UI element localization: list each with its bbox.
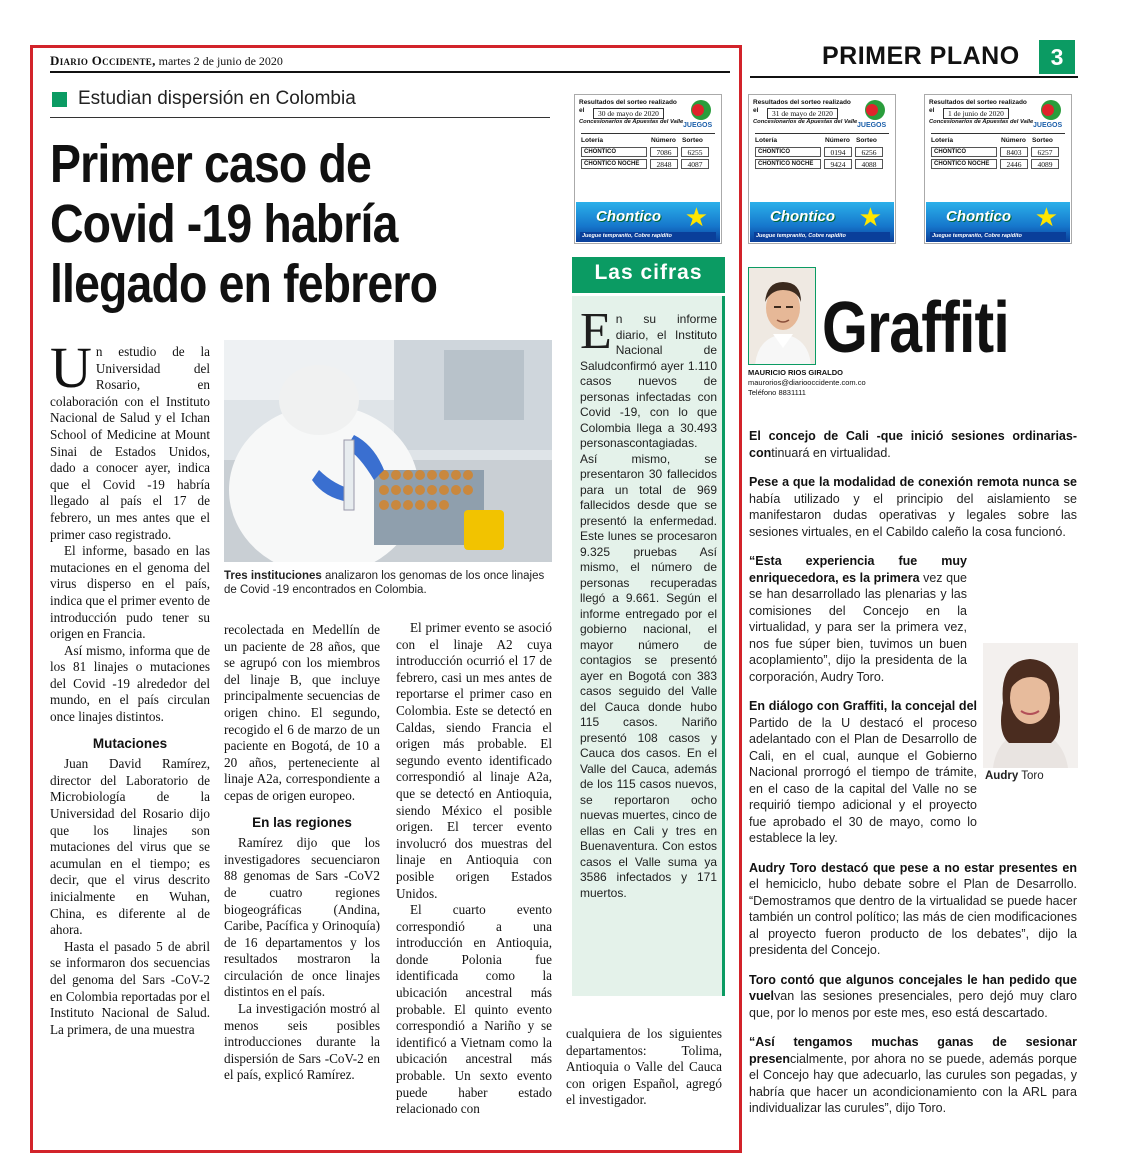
headline-line-2: Covid -19 habría bbox=[50, 194, 398, 254]
article-column-3 bbox=[396, 620, 552, 1118]
article-headline bbox=[50, 134, 480, 314]
paragraph: La investigación mostró al menos seis posibles introducciones durante la dispersión de Sars -CoV-2 en el país, explicó Ramírez. bbox=[224, 1001, 380, 1083]
paragraph: recolectada en Medellín de un paciente de 28 años, que se agrupó con los miembros del linaje B, que incluye principalmente secuencias de origen chino. El segundo, recogido el 6 de marzo de un paciente en Bogotá, de 10 a 20 años, perteneciente al linaje A2a, correspondiente a cepas de origen europeo. bbox=[224, 622, 380, 803]
lottery-row: CHONTICO 0194 6256 bbox=[755, 146, 889, 158]
lottery-row: CHONTICO NOCHE 2848 4087 bbox=[581, 158, 715, 170]
columnist-info bbox=[748, 368, 866, 398]
lottery-date: 30 de mayo de 2020 bbox=[593, 108, 664, 119]
columnist-photo bbox=[748, 267, 816, 365]
brand-slogan: Juegue tempranito, Cobre rapidito bbox=[580, 232, 716, 240]
kicker-rule bbox=[50, 117, 550, 118]
paragraph: El primer evento se asoció con el linaje A2 cuya introducción ocurrió el 17 de febrero, casi un mes antes de reportarse el primer caso en Colombia. Este se detectó en Caldas, siendo Francia el origen más probable. El segundo evento identificado correspondió al linaje A2a, que se detectó en Antioquia, siendo México el posible origen. El tercer evento involucró dos muestras del linaje en Antioquia con posible origen Estados Unidos. bbox=[396, 620, 552, 901]
star-icon: ★ bbox=[858, 202, 882, 232]
lottery-row: CHONTICO NOCHE 9424 4088 bbox=[755, 158, 889, 170]
article-column-1 bbox=[50, 335, 211, 1038]
cifras-box bbox=[572, 296, 725, 996]
lottery-table: Lotería Número Sorteo CHONTICO 8403 6257 CHONTICO NOCHE 2446 4089 bbox=[931, 133, 1065, 170]
brand-slogan: Juegue tempranito, Cobre rapidito bbox=[754, 232, 890, 240]
paragraph: El concejo de Cali -que inició sesiones ordinarias- continuará en virtualidad. bbox=[749, 429, 1077, 460]
kicker-square-icon bbox=[52, 92, 67, 107]
subhead-regiones: En las regiones bbox=[252, 814, 352, 830]
drop-cap: U bbox=[50, 335, 92, 400]
lottery-card bbox=[748, 94, 896, 244]
paragraph: “Esta experiencia fue muy enriquecedora, es la primera vez que se han desarrollado las plenarias y las comisiones del Concejo en la virtualidad, y para ser la primera vez, nos fue súper bien, tuvimos un buen acoplamiento”, dijo la presidenta de la corporación, Audry Toro. bbox=[749, 554, 967, 684]
columnist-email: maurorios@diariooccidente.com.co bbox=[748, 378, 866, 387]
columnist-phone: Teléfono 8831111 bbox=[748, 388, 806, 397]
lottery-table: Lotería Número Sorteo CHONTICO 0194 6256 CHONTICO NOCHE 9424 4088 bbox=[755, 133, 889, 170]
brand-name: Chontico bbox=[770, 208, 835, 225]
logo-label: JUEGOS bbox=[683, 122, 713, 129]
section-title: PRIMER PLANO bbox=[822, 42, 1020, 70]
paragraph: “Así tengamos muchas ganas de sesionar presencialmente, por ahora no se puede, además porque el Concejo hay que adecuarlo, las curules son pegadas, y habría que hacer un acondicionamiento con la ARL para individualizar las curules”, dijo Toro. bbox=[749, 1035, 1077, 1115]
lottery-row: CHONTICO 7086 6255 bbox=[581, 146, 715, 158]
paragraph: Ramírez dijo que los investigadores secuenciaron 88 genomas de Sars -CoV2 de cuatro regiones biogeográficas (Andina, Caribe, Pacífica y Orinoquía) de 16 departamentos y los resultados mostraron la circulación de once linajes distintos en el país. bbox=[224, 835, 380, 1000]
cifras-text: En su informe diario, el Instituto Nacional de Saludconfirmó ayer 1.110 casos nuevos de personas infectadas con Covid -19, con lo que Colombia llega a 30.493 personascontagiadas. Así mismo, se presentaron 30 fallecidos para un total de 969 fallecidos desde que se presentó la enfermedad. Este lunes se procesaron 9.325 pruebas Así mismo, el número de personas recuperadas llegó a 9.661. Según el informe entregado por el gobierno nacional, el mayor número de contagios se presentó ayer en Bogotá con 383 casos seguido del Valle del Cauca donde hubo 115 casos. Nariño presentó 108 casos y Cauca dos casos. En el Valle del Cauca, además de los 115 casos nuevos, se reportaron ocho nuevas muertes, cinco de ellas en Cali y tres en Buenaventura. Con estos casos el Valle suma ya 3586 infectados y 171 muertos. bbox=[580, 303, 717, 900]
cifras-title: Las cifras bbox=[572, 257, 725, 293]
brand-name: Chontico bbox=[946, 208, 1011, 225]
caption-lead: Tres instituciones bbox=[224, 570, 322, 582]
lottery-title: Resultados del sorteo realizado el bbox=[929, 99, 1027, 114]
paper-name: Diario Occidente, bbox=[50, 53, 156, 68]
caption-text: analizaron los genomas de los once linajes de Covid -19 encontrados en Colombia. bbox=[224, 570, 545, 596]
lab-photo bbox=[224, 340, 552, 562]
lottery-title: Resultados del sorteo realizado el bbox=[579, 99, 677, 114]
paragraph: Toro contó que algunos concejales le han pedido que vuelvan las sesiones presenciales, pero dejó muy claro que, por lo menos por este mes, eso está descartado. bbox=[749, 972, 1077, 1020]
star-icon: ★ bbox=[684, 202, 708, 232]
photo-caption bbox=[224, 569, 552, 597]
logo-label: JUEGOS bbox=[857, 122, 887, 129]
lottery-concession: Concesionarios de Apuestas del Valle bbox=[753, 119, 858, 125]
lottery-card bbox=[574, 94, 722, 244]
toro-caption: Audry Toro bbox=[985, 770, 1044, 782]
paragraph: Juan David Ramírez, director del Laboratorio de Microbiología de la Universidad del Rosario dijo que los linajes son mutaciones del virus que se acumulan en el tiempo; es decir, que el virus descrito inicialmente en Wuhan, China, es diferente al de ahora. bbox=[50, 756, 210, 938]
headline-line-1: Primer caso de bbox=[50, 134, 371, 194]
lottery-card bbox=[924, 94, 1072, 244]
lottery-concession: Concesionarios de Apuestas del Valle bbox=[579, 119, 684, 125]
chontico-banner bbox=[576, 202, 720, 242]
brand-slogan: Juegue tempranito, Cobre rapidito bbox=[930, 232, 1066, 240]
brand-name: Chontico bbox=[596, 208, 661, 225]
logo-label: JUEGOS bbox=[1033, 122, 1063, 129]
chontico-banner bbox=[750, 202, 894, 242]
paragraph: El informe, basado en las mutaciones en el genoma del virus disperso en el país, indica que el primer evento de introducción pudo tener su origen en Francia. bbox=[50, 543, 211, 642]
juegos-logo-icon bbox=[1031, 99, 1067, 129]
chontico-banner bbox=[926, 202, 1070, 242]
paragraph: Pese a que la modalidad de conexión remota nunca se había utilizado y el principio del aislamiento se manifestaron dudas operativas y legales sobre las sesiones virtuales, en el Cabildo caleño la cosa funcionó. bbox=[749, 475, 1077, 539]
article-column-2 bbox=[224, 622, 380, 1084]
paragraph: En diálogo con Graffiti, la concejal del Partido de la U destacó el proceso adelantado con el Plan de Desarrollo de Cali, en el cual, aunque el Gobierno Nacional prorrogó el tiempo de trámite, en el caso de la capital del Valle no se requirió tiempo adicional y el proyecto fue aprobado el 30 de mayo, como lo establece la ley. bbox=[749, 699, 977, 845]
article-kicker: Estudian dispersión en Colombia bbox=[78, 88, 356, 109]
juegos-logo-icon bbox=[855, 99, 891, 129]
paragraph: cualquiera de los siguientes departamentos: Tolima, Antioquia o Valle del Cauca con origen Español, agregó el investigador. bbox=[566, 1026, 722, 1108]
juegos-logo-icon bbox=[681, 99, 717, 129]
headline-line-3: llegado en febrero bbox=[50, 254, 438, 314]
paragraph: El cuarto evento correspondió a una introducción en Antioquia, donde Polonia fue identificada como la ubicación ancestral más probable. El quinto evento correspondió a Nariño y se identificó a Vietnam como la ubicación ancestral más probable. Un sexto evento puede haber estado relacionado con bbox=[396, 902, 552, 1117]
lottery-row: CHONTICO 8403 6257 bbox=[931, 146, 1065, 158]
masthead bbox=[50, 53, 730, 73]
lottery-row: CHONTICO NOCHE 2446 4089 bbox=[931, 158, 1065, 170]
issue-date: martes 2 de junio de 2020 bbox=[158, 54, 283, 68]
lottery-title: Resultados del sorteo realizado el bbox=[753, 99, 851, 114]
lottery-date: 31 de mayo de 2020 bbox=[767, 108, 838, 119]
lottery-date: 1 de junio de 2020 bbox=[943, 108, 1009, 119]
paragraph: Así mismo, informa que de los 81 linajes o mutaciones del Covid -19 alrededor del mundo, en el país circulan once linajes distintos. bbox=[50, 642, 210, 725]
paragraph: Audry Toro destacó que pese a no estar presentes en el hemiciclo, hubo debate sobre el Plan de Desarrollo. “Demostramos que dentro de la virtualidad se puede hacer también un control político; las más de cien modificaciones al proyecto fueron producto de los debates”, dijo la presidenta del Concejo. bbox=[749, 860, 1077, 957]
drop-cap: E bbox=[580, 303, 612, 360]
page-number: 3 bbox=[1039, 40, 1075, 74]
lottery-concession: Concesionarios de Apuestas del Valle bbox=[929, 119, 1034, 125]
graffiti-title: Graffiti bbox=[822, 288, 1009, 368]
article-column-4 bbox=[566, 1026, 722, 1109]
subhead-mutaciones: Mutaciones bbox=[92, 735, 168, 751]
lottery-table: Lotería Número Sorteo CHONTICO 7086 6255 CHONTICO NOCHE 2848 4087 bbox=[581, 133, 715, 170]
audry-toro-photo bbox=[983, 643, 1078, 768]
star-icon: ★ bbox=[1034, 202, 1058, 232]
paragraph: Hasta el pasado 5 de abril se informaron dos secuencias del genoma del Sars -CoV-2 en Colombia reportadas por el Instituto Nacional de Salud. La primera, de una muestra bbox=[50, 938, 210, 1037]
header-rule bbox=[750, 76, 1078, 78]
paragraph: Un estudio de la Universidad del Rosario, en colaboración con el Instituto Nacional de Salud y el Ichan School of Medicine at Mount Sinai de Estados Unidos, dado a conocer ayer, indica que el Covid -19 habría llegado al país el 17 de febrero, un mes antes que el primer caso registrado. bbox=[50, 335, 210, 542]
columnist-name: MAURICIO RIOS GIRALDO bbox=[748, 368, 843, 377]
